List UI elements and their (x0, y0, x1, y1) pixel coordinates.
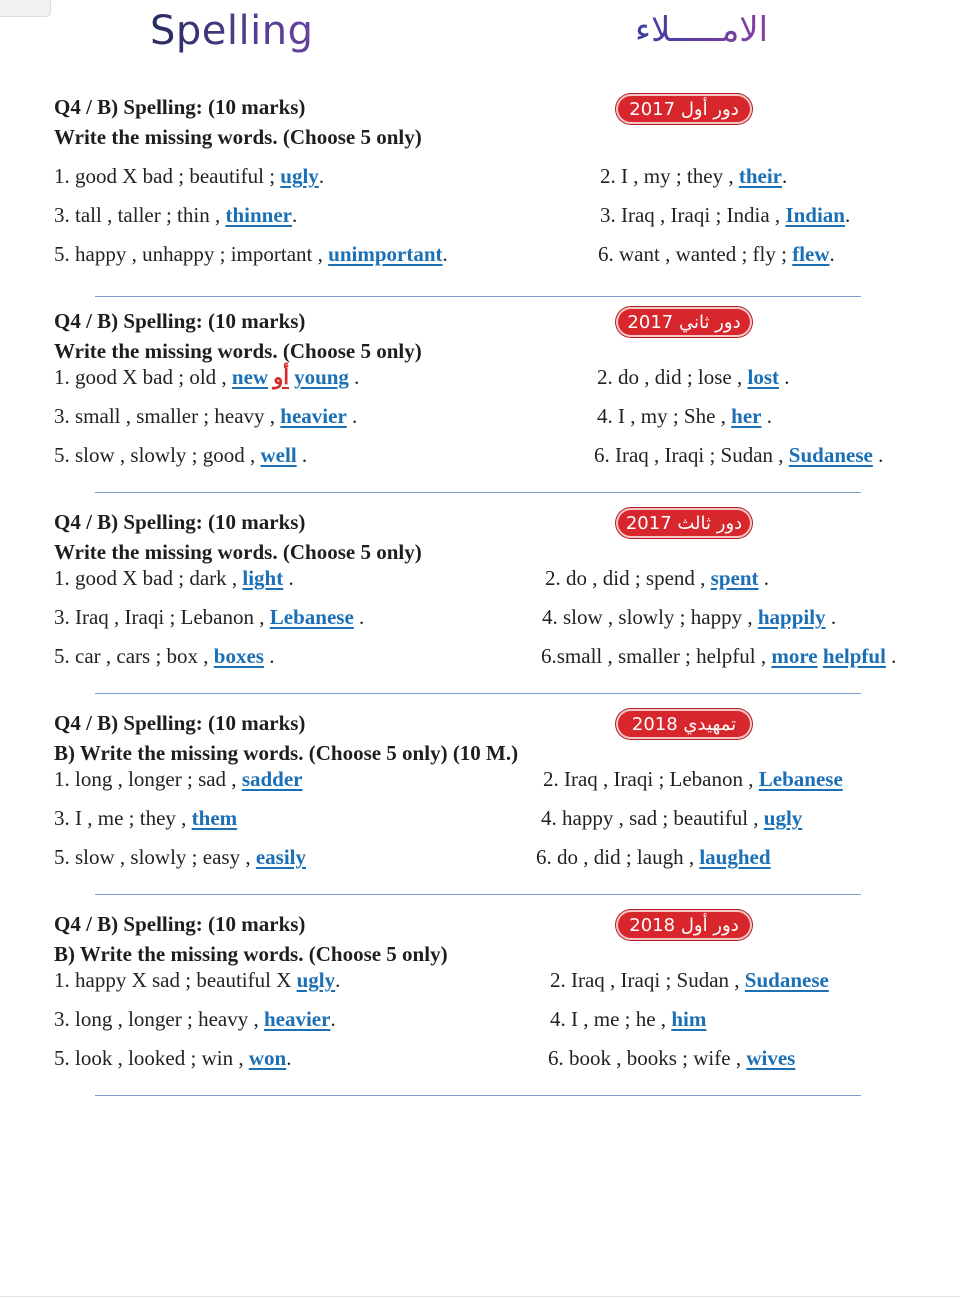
spelling-item: 2. do , did ; lose , lost . (597, 365, 790, 389)
question-instruction: Write the missing words. (Choose 5 only) (54, 339, 422, 363)
answer-word: spent (710, 566, 759, 590)
window-tab-corner (0, 0, 51, 17)
question-instruction: B) Write the missing words. (Choose 5 only) (10 M.) (54, 741, 519, 765)
spelling-item: 6. Iraq , Iraqi ; Sudan , Sudanese . (594, 443, 884, 467)
spelling-item: 4. I , me ; he , him (550, 1007, 707, 1031)
answer-word: Sudanese (744, 968, 829, 992)
spelling-item: 1. good X bad ; beautiful ; ugly. (54, 164, 325, 188)
answer-word: heavier (280, 404, 347, 428)
answer-word: ugly (296, 968, 336, 992)
spelling-item: 5. look , looked ; win , won. (54, 1046, 292, 1070)
exam-round-badge: دور أول 2017 (616, 94, 752, 124)
spelling-item: 1. good X bad ; dark , light . (54, 566, 294, 590)
spelling-item: 1. long , longer ; sad , sadder (54, 767, 303, 791)
spelling-item: 2. I , my ; they , their. (600, 164, 788, 188)
answer-word: Indian (785, 203, 845, 227)
answer-word: laughed (699, 845, 771, 869)
question-title: Q4 / B) Spelling: (10 marks) (54, 912, 306, 936)
answer-word: Lebanese (269, 605, 354, 629)
answer-word: light (242, 566, 284, 590)
answer-word: their (738, 164, 782, 188)
answer-word: young (294, 365, 349, 389)
spelling-item: 5. car , cars ; box , boxes . (54, 644, 275, 668)
section-divider (95, 1095, 861, 1096)
answer-word: lost (747, 365, 779, 389)
spelling-item: 1. good X bad ; old , new أو young . (54, 365, 360, 389)
page-title-arabic: الامـــــلاء (635, 10, 769, 50)
answer-word: wives (746, 1046, 796, 1070)
answer-word: happily (757, 605, 826, 629)
answer-word: flew (792, 242, 830, 266)
answer-word: more (771, 644, 818, 668)
spelling-item: 6. do , did ; laugh , laughed (536, 845, 771, 869)
page-title: Spelling (150, 8, 314, 54)
answer-word: her (731, 404, 762, 428)
question-title: Q4 / B) Spelling: (10 marks) (54, 510, 306, 534)
answer-word: heavier (263, 1007, 331, 1031)
answer-word: easily (255, 845, 306, 869)
answer-word: sadder (241, 767, 303, 791)
spelling-item: 6.small , smaller ; helpful , more helpful . (541, 644, 897, 668)
answer-word: new (231, 365, 269, 389)
question-instruction: Write the missing words. (Choose 5 only) (54, 125, 422, 149)
question-title: Q4 / B) Spelling: (10 marks) (54, 711, 306, 735)
answer-word: unimportant (328, 242, 443, 266)
exam-round-badge: دور ثاني 2017 (616, 307, 752, 337)
spelling-item: 1. happy X sad ; beautiful X ugly. (54, 968, 341, 992)
answer-word: him (671, 1007, 707, 1031)
spelling-item: 4. slow , slowly ; happy , happily . (542, 605, 837, 629)
answer-word: well (260, 443, 297, 467)
answer-word: helpful (822, 644, 886, 668)
answer-word: ugly (763, 806, 803, 830)
spelling-item: 3. tall , taller ; thin , thinner. (54, 203, 298, 227)
answer-word: thinner (225, 203, 292, 227)
exam-round-badge: دور أول 2018 (616, 910, 752, 940)
question-instruction: Write the missing words. (Choose 5 only) (54, 540, 422, 564)
question-instruction: B) Write the missing words. (Choose 5 only) (54, 942, 448, 966)
spelling-item: 4. happy , sad ; beautiful , ugly (541, 806, 803, 830)
section-divider (95, 894, 861, 895)
spelling-item: 5. slow , slowly ; easy , easily (54, 845, 306, 869)
spelling-item: 3. Iraq , Iraqi ; India , Indian. (600, 203, 851, 227)
spelling-item: 6. want , wanted ; fly ; flew. (598, 242, 835, 266)
exam-round-badge: تمهيدي 2018 (616, 709, 752, 739)
answer-word: boxes (213, 644, 264, 668)
answer-word: Lebanese (758, 767, 843, 791)
exam-round-badge: دور ثالث 2017 (616, 508, 752, 538)
spelling-item: 4. I , my ; She , her . (597, 404, 772, 428)
answer-word: won (248, 1046, 287, 1070)
spelling-item: 3. long , longer ; heavy , heavier. (54, 1007, 336, 1031)
page-bottom-edge (0, 1296, 960, 1297)
section-divider (95, 693, 861, 694)
answer-word: ugly (280, 164, 319, 188)
answer-word: Sudanese (788, 443, 873, 467)
spelling-item: 6. book , books ; wife , wives (548, 1046, 796, 1070)
spelling-item: 2. Iraq , Iraqi ; Sudan , Sudanese (550, 968, 829, 992)
section-divider (95, 296, 861, 297)
spelling-item: 2. Iraq , Iraqi ; Lebanon , Lebanese (543, 767, 843, 791)
spelling-item: 3. Iraq , Iraqi ; Lebanon , Lebanese . (54, 605, 365, 629)
section-divider (95, 492, 861, 493)
spelling-item: 5. happy , unhappy ; important , unimportant. (54, 242, 448, 266)
spelling-item: 5. slow , slowly ; good , well . (54, 443, 308, 467)
question-title: Q4 / B) Spelling: (10 marks) (54, 95, 306, 119)
spelling-item: 2. do , did ; spend , spent . (545, 566, 770, 590)
question-title: Q4 / B) Spelling: (10 marks) (54, 309, 306, 333)
answer-word: them (191, 806, 238, 830)
spelling-item: 3. I , me ; they , them (54, 806, 238, 830)
or-word: أو (273, 365, 290, 389)
spelling-item: 3. small , smaller ; heavy , heavier . (54, 404, 358, 428)
